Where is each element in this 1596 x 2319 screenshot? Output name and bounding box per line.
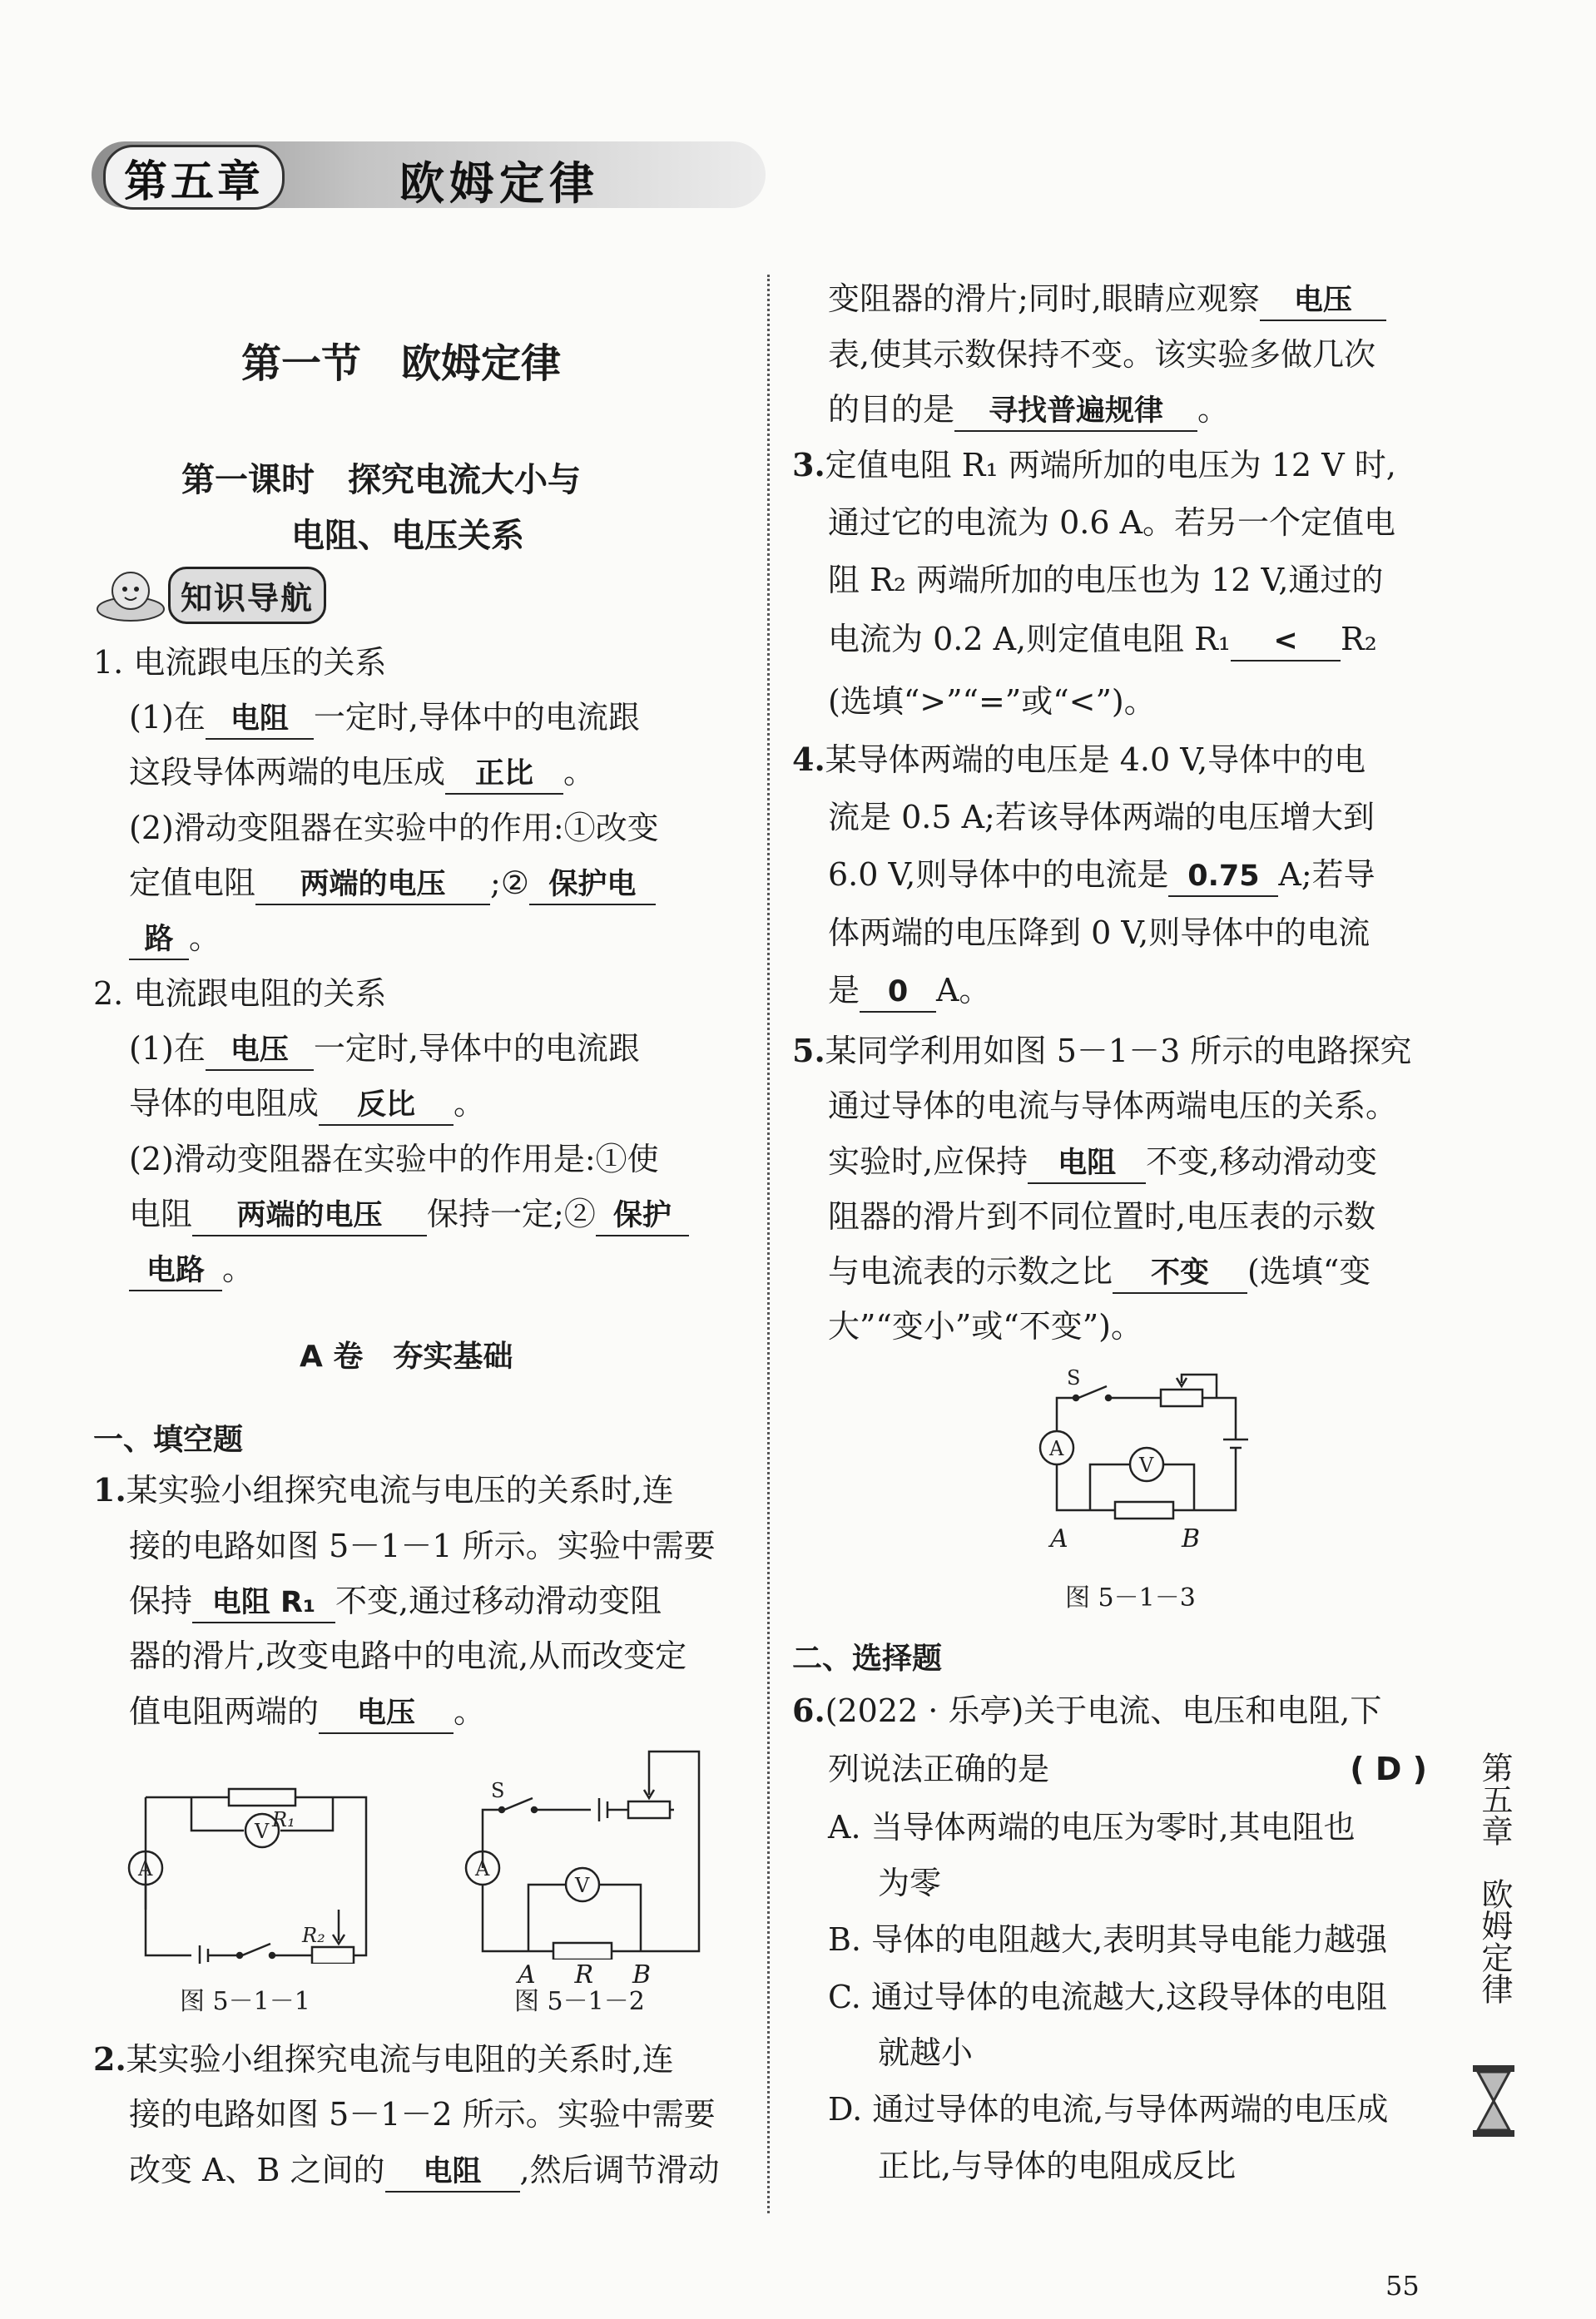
- text: 一定时,导体中的电流跟: [313, 1030, 640, 1067]
- answer-blank: 两端的电压: [192, 1197, 427, 1236]
- section-title: 第一节 欧姆定律: [241, 340, 562, 387]
- text: 某同学利用如图 5－1－3 所示的电路探究: [825, 1033, 1412, 1069]
- question-4-line2: [828, 798, 1375, 836]
- chapter-number-badge: [103, 145, 285, 210]
- answer-choice: ( D ): [1350, 1751, 1427, 1787]
- guide-item-2-title: 2. 电流跟电阻的关系: [93, 975, 387, 1012]
- guide-item-2-line5: [129, 1250, 254, 1291]
- resistor-r: [553, 1943, 612, 1960]
- text: 的目的是: [828, 391, 955, 428]
- question-number: 1.: [93, 1471, 126, 1509]
- text: 变阻器的滑片;同时,眼睛应观察: [828, 280, 1260, 317]
- text: 6.0 V,则导体中的电流是: [828, 856, 1169, 893]
- ammeter-label: A: [1049, 1437, 1064, 1460]
- option-c-line1: [828, 1978, 1387, 2016]
- text: 一定时,导体中的电流跟: [313, 699, 640, 736]
- text: 保持一定;②: [427, 1196, 596, 1232]
- text: (1)在: [129, 1030, 206, 1067]
- text: 。: [563, 754, 596, 790]
- question-5-line5: [828, 1252, 1370, 1294]
- point-b-label: B: [1181, 1524, 1200, 1553]
- answer-blank: 正比: [445, 755, 563, 795]
- question-1-line4: [129, 1637, 686, 1675]
- text: (选填“变: [1247, 1253, 1371, 1290]
- question-4-line1: [792, 741, 1366, 779]
- point-a-label: A: [518, 1960, 536, 1989]
- text: 。: [454, 1085, 486, 1122]
- ammeter-label: A: [475, 1857, 490, 1880]
- guide-item-1-line4: [129, 864, 656, 905]
- text: 为零: [878, 1865, 942, 1901]
- figure-5-1-3-caption: 图 5－1－3: [1065, 1583, 1196, 1613]
- text: 电阻: [129, 1196, 193, 1232]
- question-6-line1: [792, 1692, 1381, 1730]
- text: 某导体两端的电压是 4.0 V,导体中的电: [825, 741, 1366, 778]
- text: A. 当导体两端的电压为零时,其电阻也: [828, 1809, 1356, 1846]
- figure-5-1-1-circuit: [121, 1747, 379, 1964]
- text: A;若导: [1278, 856, 1375, 893]
- text: 某实验小组探究电流与电压的关系时,连: [126, 1472, 674, 1509]
- rheostat-r2: [312, 1947, 354, 1964]
- text: 器的滑片,改变电路中的电流,从而改变定: [129, 1638, 687, 1674]
- side-tab: 第五章 欧姆定律: [1476, 1752, 1513, 2004]
- text: 。: [189, 919, 221, 956]
- answer-blank: 电阻: [385, 2153, 520, 2193]
- option-c-line2: [878, 2034, 973, 2072]
- question-1-line3: [129, 1582, 662, 1623]
- question-1-line2: [129, 1527, 716, 1565]
- question-3-line4: [828, 620, 1377, 662]
- question-3-line5: [828, 682, 1156, 721]
- option-b: [828, 1920, 1387, 1959]
- answer-blank: 不变: [1113, 1254, 1247, 1294]
- text: 就越小: [878, 2034, 974, 2071]
- question-2-line4: [828, 280, 1386, 321]
- guide-item-1-head: [93, 643, 386, 681]
- answer-blank: 电压: [206, 1031, 314, 1071]
- text: (1)在: [129, 699, 206, 736]
- guide-label: [93, 566, 326, 624]
- figure-5-1-3-circuit: [1032, 1365, 1281, 1539]
- option-d-line2: [878, 2147, 1236, 2185]
- question-2-line5: [828, 335, 1375, 374]
- answer-blank: 反比: [319, 1086, 454, 1126]
- question-1-line5: [129, 1692, 485, 1734]
- text: ;②: [490, 865, 529, 901]
- answer-blank: <: [1231, 622, 1341, 662]
- switch-label: S: [491, 1779, 505, 1802]
- question-number: 4.: [792, 741, 825, 778]
- resistor: [1115, 1502, 1173, 1519]
- text: 电流为 0.2 A,则定值电阻 R₁: [828, 621, 1232, 657]
- text: 定值电阻: [129, 865, 256, 901]
- question-3-line3: [828, 561, 1383, 599]
- answer-blank: 保护: [596, 1197, 689, 1236]
- text: (2)滑动变阻器在实验中的作用是:①使: [129, 1141, 659, 1177]
- text: (2022 · 乐亭)关于电流、电压和电阻,下: [825, 1692, 1382, 1729]
- answer-blank: 0.75: [1168, 857, 1278, 897]
- resistor-r1: [229, 1789, 295, 1806]
- chapter-number: 第五章: [124, 156, 265, 207]
- option-a-line1: [828, 1808, 1356, 1846]
- text: 阻器的滑片到不同位置时,电压表的示数: [828, 1198, 1376, 1235]
- text: B. 导体的电阻越大,表明其导电能力越强: [828, 1921, 1388, 1958]
- question-number: 3.: [792, 446, 825, 483]
- volume-heading: A 卷 夯实基础: [300, 1340, 513, 1374]
- ammeter-label: A: [138, 1857, 153, 1880]
- text: 流是 0.5 A;若该导体两端的电压增大到: [828, 799, 1375, 835]
- guide-item-1-title: 1. 电流跟电压的关系: [93, 644, 387, 681]
- text: C. 通过导体的电流越大,这段导体的电阻: [828, 1979, 1387, 2015]
- rheostat: [628, 1801, 670, 1818]
- lesson-title-line2: 电阻、电压关系: [291, 517, 524, 555]
- guide-item-1-line1: [129, 698, 640, 740]
- column-divider: [767, 275, 770, 2213]
- voltmeter-label: V: [1139, 1454, 1154, 1477]
- fig3-point-labels: [1050, 1524, 1200, 1553]
- voltmeter-label: V: [575, 1874, 590, 1897]
- text: A。: [936, 972, 991, 1008]
- switch-label: S: [1067, 1366, 1081, 1390]
- question-number: 6.: [792, 1692, 825, 1729]
- text: 。: [1197, 391, 1230, 428]
- question-5-line4: [828, 1197, 1375, 1236]
- chapter-banner: [92, 141, 766, 208]
- text: 通过导体的电流与导体两端电压的关系。: [828, 1088, 1398, 1124]
- point-a-label: A: [1050, 1524, 1068, 1553]
- question-2-line3: [129, 2151, 720, 2193]
- text: 改变 A、B 之间的: [129, 2152, 385, 2188]
- text: 通过它的电流为 0.6 A。若另一个定值电: [828, 504, 1396, 541]
- question-6-line2: [828, 1750, 1427, 1788]
- question-2-line2: [129, 2095, 716, 2133]
- text: 某实验小组探究电流与电阻的关系时,连: [126, 2041, 674, 2078]
- answer-blank: 保护电: [529, 865, 656, 905]
- figure-5-1-2-caption: 图 5－1－2: [514, 1987, 645, 2016]
- guide-item-1-line5: [129, 919, 221, 960]
- chapter-title: 欧姆定律: [399, 157, 599, 210]
- text: (选填“>”“=”或“<”)。: [828, 683, 1156, 720]
- question-number: 5.: [792, 1032, 825, 1069]
- answer-blank: 电压: [1260, 281, 1386, 321]
- text: 表,使其示数保持不变。该实验多做几次: [828, 336, 1376, 373]
- part-heading-fill-blank: 一、填空题: [93, 1423, 244, 1457]
- text: 正比,与导体的电阻成反比: [878, 2148, 1237, 2184]
- figure-5-1-1-caption: 图 5－1－1: [180, 1987, 310, 2016]
- text: 接的电路如图 5－1－2 所示。实验中需要: [129, 2096, 716, 2133]
- answer-blank: 电阻: [206, 700, 314, 740]
- text: 保持: [129, 1583, 193, 1619]
- question-5-line6: [828, 1307, 1142, 1345]
- option-a-line2: [878, 1864, 941, 1902]
- resistor-label: R: [574, 1960, 594, 1989]
- answer-blank: 电阻 R₁: [192, 1583, 335, 1623]
- rheostat: [1161, 1390, 1202, 1406]
- text: 接的电路如图 5－1－1 所示。实验中需要: [129, 1528, 716, 1564]
- text: 。: [454, 1693, 486, 1730]
- figure-5-1-2-circuit: [458, 1743, 707, 1960]
- guide-label-text: 知识导航: [168, 567, 326, 624]
- guide-item-2-line3: [129, 1140, 659, 1178]
- question-5-line3: [828, 1142, 1377, 1184]
- point-b-label: B: [632, 1960, 651, 1989]
- question-4-line5: [828, 971, 990, 1013]
- answer-blank: 电阻: [1028, 1144, 1146, 1184]
- text: 定值电阻 R₁ 两端所加的电压为 12 V 时,: [825, 447, 1396, 483]
- question-4-line3: [828, 855, 1375, 897]
- r2-label: R₂: [302, 1924, 325, 1947]
- text: 体两端的电压降到 0 V,则导体中的电流: [828, 914, 1370, 951]
- text: 大”“变小”或“不变”)。: [828, 1308, 1142, 1345]
- option-d-line1: [828, 2090, 1388, 2128]
- text: 导体的电阻成: [129, 1085, 320, 1122]
- answer-blank: 0: [860, 973, 936, 1013]
- answer-blank: 电路: [129, 1251, 222, 1291]
- part-heading-choice: 二、选择题: [792, 1642, 943, 1676]
- text: ,然后调节滑动: [519, 2152, 720, 2188]
- question-3-line1: [792, 446, 1396, 484]
- answer-blank: 电压: [319, 1694, 454, 1734]
- question-1-line1: [93, 1471, 674, 1509]
- r1-label: R₁: [272, 1808, 295, 1831]
- question-number: 2.: [93, 2040, 126, 2078]
- text: R₂: [1341, 621, 1377, 657]
- text: 不变,通过移动滑动变阻: [335, 1583, 662, 1619]
- hourglass-icon: [1471, 2064, 1516, 2138]
- guide-item-2-line1: [129, 1029, 640, 1071]
- text: 实验时,应保持: [828, 1143, 1028, 1180]
- question-5-line2: [828, 1087, 1397, 1125]
- guide-item-1-line3: [129, 809, 659, 847]
- question-3-line2: [828, 503, 1395, 542]
- lesson-title-line1: 第一课时 探究电流大小与: [181, 461, 581, 499]
- question-4-line4: [828, 914, 1370, 952]
- text: D. 通过导体的电流,与导体两端的电压成: [828, 2091, 1389, 2128]
- text: 。: [222, 1251, 255, 1287]
- text: (2)滑动变阻器在实验中的作用:①改变: [129, 810, 659, 846]
- guide-item-2-head: [93, 974, 386, 1013]
- text: 列说法正确的是: [828, 1751, 1050, 1787]
- voltmeter-label: V: [255, 1820, 270, 1843]
- text: 这段导体两端的电压成: [129, 754, 446, 790]
- guide-item-1-line2: [129, 753, 595, 795]
- guide-item-2-line4: [129, 1195, 689, 1236]
- answer-blank: 路: [129, 920, 189, 960]
- text: 阻 R₂ 两端所加的电压也为 12 V,通过的: [828, 562, 1384, 598]
- answer-blank: 两端的电压: [255, 865, 490, 905]
- text: 不变,移动滑动变: [1146, 1143, 1378, 1180]
- question-5-line1: [792, 1032, 1411, 1070]
- text: 值电阻两端的: [129, 1693, 320, 1730]
- text: 是: [828, 972, 860, 1008]
- question-2-line6: [828, 390, 1229, 432]
- guide-item-2-line2: [129, 1084, 485, 1126]
- question-2-line1: [93, 2040, 674, 2079]
- page-number: 55: [1385, 2270, 1420, 2302]
- answer-blank: 寻找普遍规律: [954, 392, 1197, 432]
- mascot-icon: [93, 566, 168, 624]
- text: 与电流表的示数之比: [828, 1253, 1113, 1290]
